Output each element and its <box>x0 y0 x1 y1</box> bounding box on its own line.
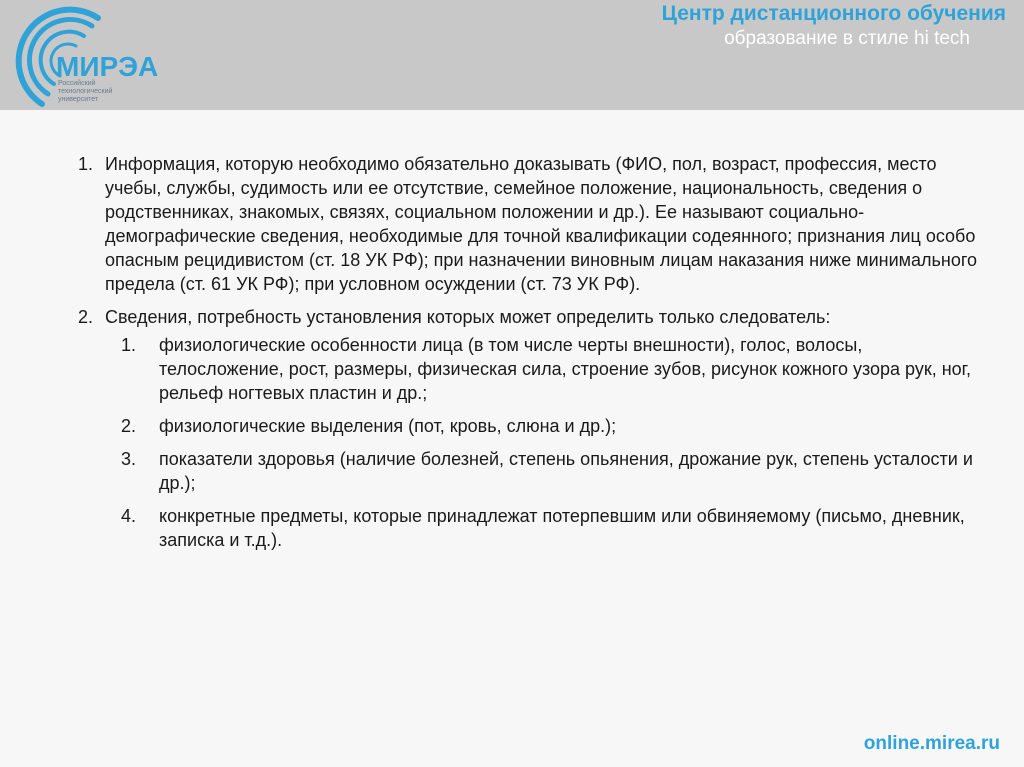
logo-caption-line: Российский <box>58 80 96 87</box>
sublist-item-text: физиологические выделения (пот, кровь, слюна и др.); <box>159 416 617 436</box>
sublist-item-number: 4. <box>121 506 137 526</box>
sublist-item-text: показатели здоровья (наличие болезней, степень опьянения, дрожание рук, степень усталости и др.); <box>159 449 973 493</box>
slide-content <box>78 152 978 552</box>
sublist-item <box>121 414 978 438</box>
sublist-item <box>121 447 978 495</box>
sublist-item-number: 1. <box>121 335 137 355</box>
sublist <box>105 333 978 552</box>
sublist-item-number: 2. <box>121 416 137 436</box>
list-item-number: 2. <box>78 307 94 327</box>
footer-url[interactable]: online.mirea.ru <box>863 733 1000 754</box>
list-item-text: Информация, которую необходимо обязательно доказывать (ФИО, пол, возраст, профессия, место учебы, службы, судимость или ее отсутствие, семейное положение, национальность, сведения о родственниках, знакомых, связях, социальном положении и др.). Ее называют социально-демографические сведения, необходимые для точной квалификации содеянного; признания лиц особо опасным рецидивистом (ст. 18 УК РФ); при назначении виновным лицам наказания ниже минимального предела (ст. 61 УК РФ); при условном осуждении (ст. 73 УК РФ). <box>105 154 978 294</box>
sublist-item <box>121 333 978 405</box>
list-item <box>78 305 978 552</box>
sublist-item-number: 3. <box>121 449 137 469</box>
logo-caption-line: университет <box>58 96 99 103</box>
header-band <box>0 0 1024 110</box>
brand-block <box>662 2 1006 52</box>
logo-wordmark: МИРЭА <box>56 51 159 82</box>
brand-title: Центр дистанционного обучения <box>661 2 1006 25</box>
list-item-number: 1. <box>78 154 94 174</box>
sublist-item-text: конкретные предметы, которые принадлежат потерпевшим или обвиняемому (письмо, дневник, записка и т.д.). <box>159 506 965 550</box>
mirea-logo <box>2 0 172 110</box>
sublist-item-text: физиологические особенности лица (в том числе черты внешности), голос, волосы, телосложение, рост, размеры, физическая сила, строение зубов, рисунок кожного узора рук, ног, рельеф ногтевых пластин и др.; <box>159 335 972 403</box>
logo-caption <box>58 80 112 104</box>
list-item-text: Сведения, потребность установления которых может определить только следователь: <box>105 307 831 327</box>
brand-subtitle: образование в стиле hi tech <box>724 28 970 49</box>
logo-caption-line: технологический <box>58 88 113 95</box>
list-item <box>78 152 978 296</box>
sublist-item <box>121 504 978 552</box>
